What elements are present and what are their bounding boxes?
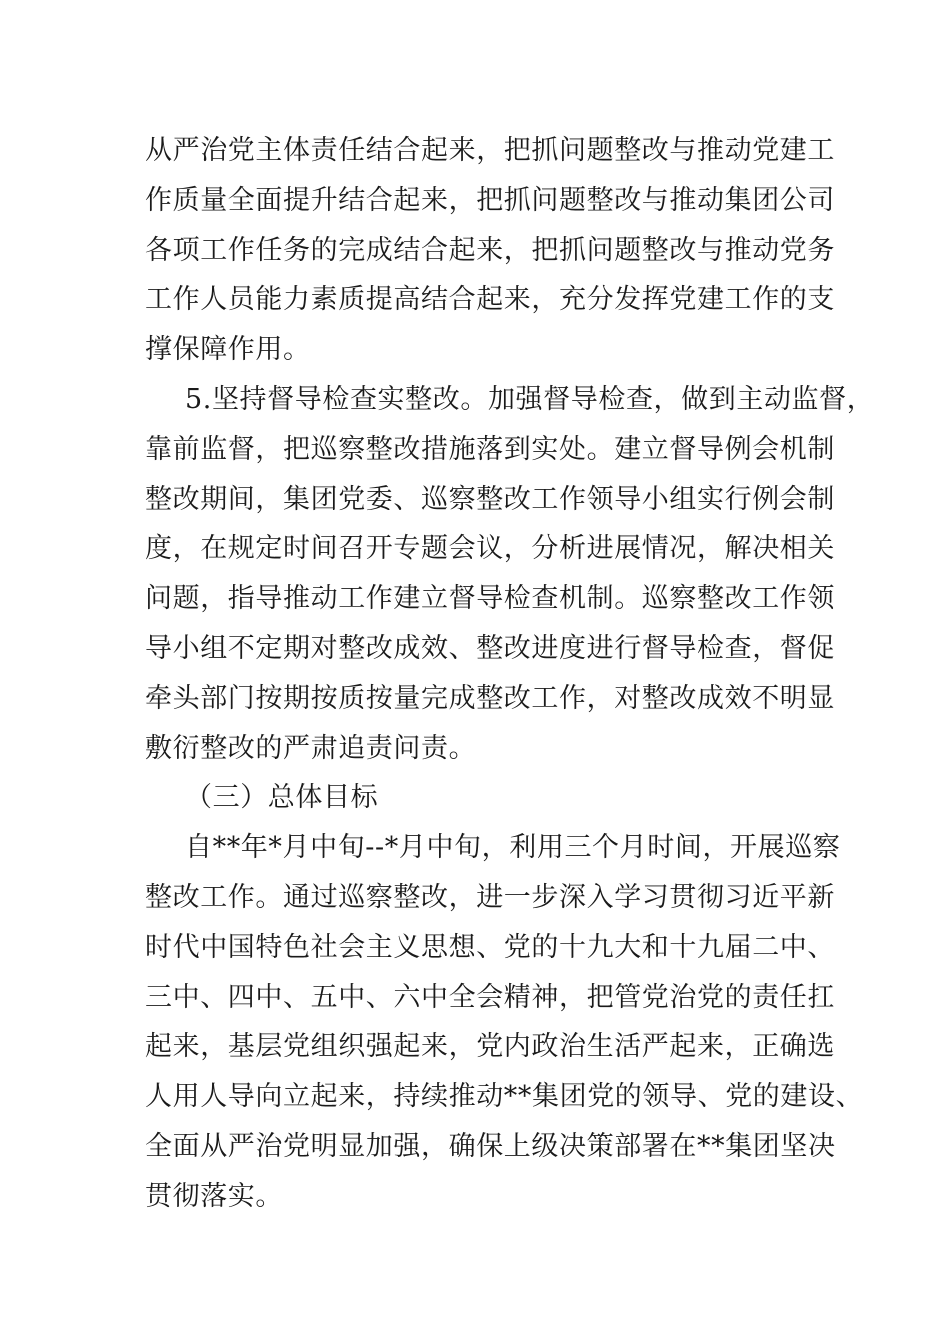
text-line: 工作人员能力素质提高结合起来，充分发挥党建工作的支 xyxy=(145,284,835,316)
text-line: 作质量全面提升结合起来，把抓问题整改与推动集团公司 xyxy=(145,184,835,216)
text-line: 自**年*月中旬--*月中旬，利用三个月时间，开展巡察 xyxy=(185,832,841,864)
text-line: 导小组不定期对整改成效、整改进度进行督导检查，督促 xyxy=(145,632,835,664)
text-line: 整改期间，集团党委、巡察整改工作领导小组实行例会制 xyxy=(145,483,835,515)
document-body xyxy=(145,126,875,1222)
text-line: （三）总体目标 xyxy=(185,782,379,814)
text-line: 5.坚持督导检查实整改。加强督导检查，做到主动监督， xyxy=(185,383,875,415)
text-line: 牵头部门按期按质按量完成整改工作，对整改成效不明显 xyxy=(145,682,835,714)
text-line: 各项工作任务的完成结合起来，把抓问题整改与推动党务 xyxy=(145,234,835,266)
text-line: 起来，基层党组织强起来，党内政治生活严起来，正确选 xyxy=(145,1031,835,1063)
text-line: 时代中国特色社会主义思想、党的十九大和十九届二中、 xyxy=(145,931,835,963)
text-line: 整改工作。通过巡察整改，进一步深入学习贯彻习近平新 xyxy=(145,881,835,913)
text-line: 从严治党主体责任结合起来，把抓问题整改与推动党建工 xyxy=(145,135,835,166)
text-line: 人用人导向立起来，持续推动**集团党的领导、党的建设、 xyxy=(145,1081,864,1113)
text-line: 问题，指导推动工作建立督导检查机制。巡察整改工作领 xyxy=(145,583,835,615)
text-line: 撑保障作用。 xyxy=(145,334,311,366)
text-line: 靠前监督，把巡察整改措施落到实处。建立督导例会机制 xyxy=(145,433,835,465)
text-line: 贯彻落实。 xyxy=(145,1180,283,1212)
text-line: 三中、四中、五中、六中全会精神，把管党治党的责任扛 xyxy=(145,981,835,1013)
text-line: 全面从严治党明显加强，确保上级决策部署在**集团坚决 xyxy=(145,1130,836,1162)
text-line: 度，在规定时间召开专题会议，分析进展情况，解决相关 xyxy=(145,533,835,565)
text-line: 敷衍整改的严肃追责问责。 xyxy=(145,732,477,764)
